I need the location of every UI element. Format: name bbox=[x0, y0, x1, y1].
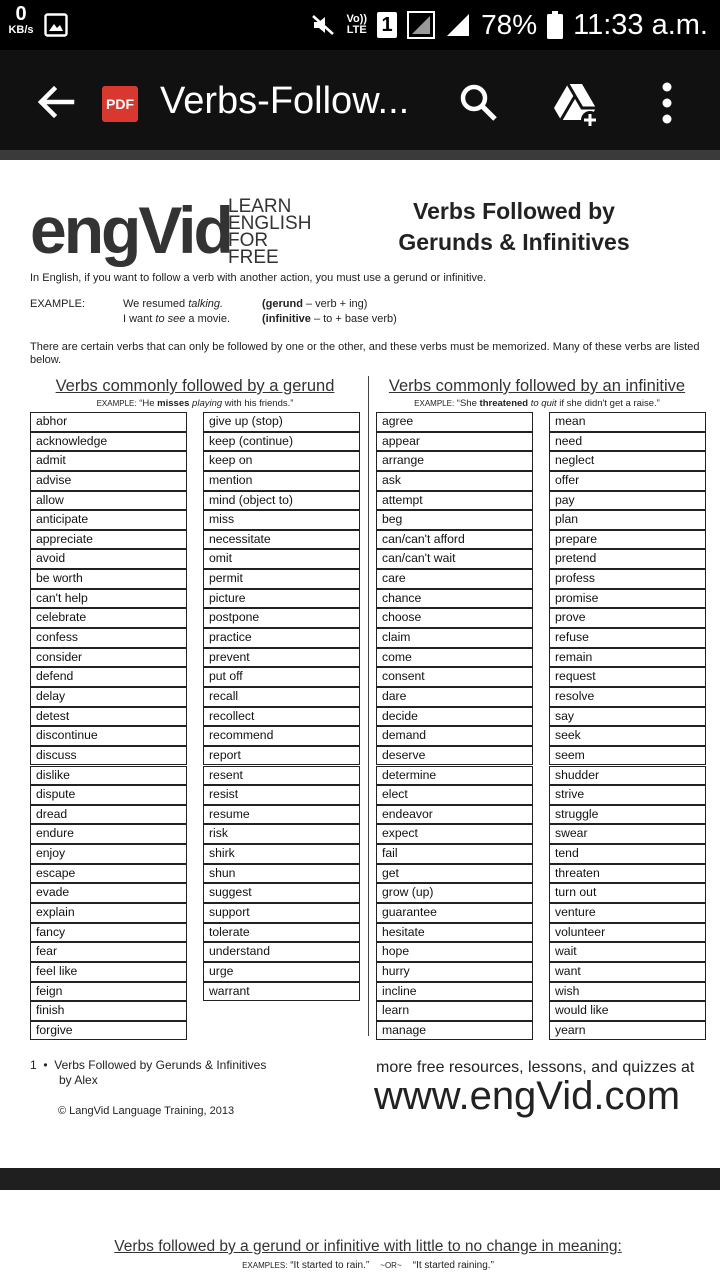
verb-cell: feel like bbox=[30, 962, 187, 982]
verb-cell: arrange bbox=[376, 451, 533, 471]
verb-cell: avoid bbox=[30, 549, 187, 569]
verb-cell: understand bbox=[203, 942, 360, 962]
verb-cell: chance bbox=[376, 589, 533, 609]
verb-cell: care bbox=[376, 569, 533, 589]
verb-cell: agree bbox=[376, 412, 533, 432]
verb-cell: would like bbox=[549, 1001, 706, 1021]
verb-cell: want bbox=[549, 962, 706, 982]
verb-cell: plan bbox=[549, 510, 706, 530]
battery-percent: 78% bbox=[481, 9, 538, 40]
verb-cell: guarantee bbox=[376, 903, 533, 923]
verb-cell: grow (up) bbox=[376, 883, 533, 903]
verb-cell: recollect bbox=[203, 707, 360, 727]
verb-cell: acknowledge bbox=[30, 432, 187, 452]
verb-cell: tolerate bbox=[203, 923, 360, 943]
verb-cell: endeavor bbox=[376, 805, 533, 825]
verb-cell: beg bbox=[376, 510, 533, 530]
verb-cell: evade bbox=[30, 883, 187, 903]
verb-cell: be worth bbox=[30, 569, 187, 589]
footer-doc-title: Verbs Followed by Gerunds & Infinitives bbox=[54, 1058, 267, 1072]
verb-cell: prepare bbox=[549, 530, 706, 550]
verb-cell: give up (stop) bbox=[203, 412, 360, 432]
verb-cell: turn out bbox=[549, 883, 706, 903]
verb-cell: support bbox=[203, 903, 360, 923]
verb-cell: delay bbox=[30, 687, 187, 707]
verb-cell: put off bbox=[203, 667, 360, 687]
verb-cell: refuse bbox=[549, 628, 706, 648]
verb-cell: advise bbox=[30, 471, 187, 491]
verb-cell: ask bbox=[376, 471, 533, 491]
verb-cell: defend bbox=[30, 667, 187, 687]
verb-cell: abhor bbox=[30, 412, 187, 432]
verb-cell: detest bbox=[30, 707, 187, 727]
intro-text: In English, if you want to follow a verb with another action, you must use a gerund or infinitive. bbox=[30, 272, 487, 284]
verb-cell: struggle bbox=[549, 805, 706, 825]
verb-cell: fear bbox=[30, 942, 187, 962]
verb-cell: resolve bbox=[549, 687, 706, 707]
verb-cell: fail bbox=[376, 844, 533, 864]
gerund-rule: (gerund – verb + ing) bbox=[262, 298, 368, 310]
mute-icon bbox=[310, 12, 336, 38]
verb-cell: mean bbox=[549, 412, 706, 432]
verb-cell: neglect bbox=[549, 451, 706, 471]
verb-cell: necessitate bbox=[203, 530, 360, 550]
gerund-example: EXAMPLE: “He misses playing with his friends.” bbox=[96, 398, 294, 409]
example-sentence-2: I want to see a movie. bbox=[123, 313, 231, 325]
memorize-note: There are certain verbs that can only be followed by one or the other, and these verbs must be memorized. Many of these verbs are listed below. bbox=[30, 341, 700, 366]
clock: 11:33 a.m. bbox=[573, 8, 708, 41]
app-bar bbox=[0, 50, 720, 150]
verb-cell: hope bbox=[376, 942, 533, 962]
verb-cell: recall bbox=[203, 687, 360, 707]
verb-cell: venture bbox=[549, 903, 706, 923]
verb-cell: threaten bbox=[549, 864, 706, 884]
verb-cell: omit bbox=[203, 549, 360, 569]
footer-website-link[interactable]: www.engVid.com bbox=[374, 1074, 681, 1118]
verb-cell: shun bbox=[203, 864, 360, 884]
verb-cell: decide bbox=[376, 707, 533, 727]
verb-cell: appear bbox=[376, 432, 533, 452]
verb-cell: wait bbox=[549, 942, 706, 962]
verb-cell: get bbox=[376, 864, 533, 884]
verb-cell: learn bbox=[376, 1001, 533, 1021]
verb-cell: attempt bbox=[376, 491, 533, 511]
footer-more-resources: more free resources, lessons, and quizzes at bbox=[376, 1059, 695, 1076]
verb-cell: miss bbox=[203, 510, 360, 530]
sim-indicator: 1 bbox=[377, 12, 397, 38]
verb-cell: suggest bbox=[203, 883, 360, 903]
verb-cell: forgive bbox=[30, 1021, 187, 1041]
verb-cell: keep (continue) bbox=[203, 432, 360, 452]
lte-label: LTE bbox=[346, 24, 367, 36]
verb-cell: hurry bbox=[376, 962, 533, 982]
verb-cell: warrant bbox=[203, 982, 360, 1002]
pdf-page-1 bbox=[0, 160, 720, 1168]
verb-cell: escape bbox=[30, 864, 187, 884]
example-sentence-1: We resumed talking. bbox=[123, 298, 224, 310]
infinitive-verbs-column-1 bbox=[376, 412, 533, 1041]
verb-cell: incline bbox=[376, 982, 533, 1002]
page2-heading: Verbs followed by a gerund or infinitive with little to no change in meaning: bbox=[114, 1238, 622, 1255]
verb-cell: claim bbox=[376, 628, 533, 648]
verb-cell: appreciate bbox=[30, 530, 187, 550]
verb-cell: celebrate bbox=[30, 608, 187, 628]
verb-cell: pretend bbox=[549, 549, 706, 569]
verb-cell: mind (object to) bbox=[203, 491, 360, 511]
verb-cell: wish bbox=[549, 982, 706, 1002]
verb-cell: shudder bbox=[549, 766, 706, 786]
example-label: EXAMPLE: bbox=[30, 298, 86, 310]
verb-cell: permit bbox=[203, 569, 360, 589]
verb-cell: discontinue bbox=[30, 726, 187, 746]
verb-cell: prove bbox=[549, 608, 706, 628]
signal-sim2-icon bbox=[445, 12, 471, 38]
verb-cell: feign bbox=[30, 982, 187, 1002]
verb-cell: enjoy bbox=[30, 844, 187, 864]
pdf-file-icon: PDF bbox=[102, 86, 138, 122]
verb-cell: swear bbox=[549, 824, 706, 844]
verb-cell: profess bbox=[549, 569, 706, 589]
verb-cell: manage bbox=[376, 1021, 533, 1041]
infinitive-verbs-column-2 bbox=[549, 412, 706, 1041]
verb-cell: explain bbox=[30, 903, 187, 923]
verb-cell: dare bbox=[376, 687, 533, 707]
volte-label: Vo)) bbox=[346, 13, 368, 25]
verb-cell: recommend bbox=[203, 726, 360, 746]
verb-cell: practice bbox=[203, 628, 360, 648]
infinitive-heading: Verbs commonly followed by an infinitive bbox=[388, 377, 686, 395]
verb-cell: request bbox=[549, 667, 706, 687]
verb-cell: keep on bbox=[203, 451, 360, 471]
page-gap bbox=[0, 150, 720, 160]
verb-cell: say bbox=[549, 707, 706, 727]
verb-cell: postpone bbox=[203, 608, 360, 628]
verb-cell: consent bbox=[376, 667, 533, 687]
logo-tag-line: LEARN bbox=[228, 196, 292, 217]
verb-cell: resent bbox=[203, 766, 360, 786]
verb-cell: strive bbox=[549, 785, 706, 805]
page-gap bbox=[0, 1168, 720, 1190]
page-number: 1 bbox=[30, 1058, 37, 1072]
verb-cell: demand bbox=[376, 726, 533, 746]
verb-cell: deserve bbox=[376, 746, 533, 766]
logo-tag-line: FOR FREE bbox=[228, 230, 279, 268]
search-icon[interactable] bbox=[458, 82, 500, 124]
verb-cell: anticipate bbox=[30, 510, 187, 530]
footer-bullet: • bbox=[43, 1058, 48, 1072]
page2-examples: EXAMPLES: “It started to rain.” ~OR~ “It started raining.” bbox=[242, 1260, 494, 1271]
battery-icon bbox=[547, 11, 563, 39]
more-options-icon[interactable] bbox=[652, 80, 682, 126]
verb-cell: endure bbox=[30, 824, 187, 844]
verb-cell: dislike bbox=[30, 766, 187, 786]
verb-cell: picture bbox=[203, 589, 360, 609]
verb-cell: need bbox=[549, 432, 706, 452]
verb-cell: resume bbox=[203, 805, 360, 825]
signal-sim1-icon bbox=[407, 11, 435, 39]
title-line: Gerunds & Infinitives bbox=[398, 229, 630, 255]
verb-cell: consider bbox=[30, 648, 187, 668]
verb-cell: volunteer bbox=[549, 923, 706, 943]
verb-cell: determine bbox=[376, 766, 533, 786]
verb-cell: promise bbox=[549, 589, 706, 609]
infinitive-rule: (infinitive – to + base verb) bbox=[262, 313, 397, 325]
verb-cell: risk bbox=[203, 824, 360, 844]
verb-cell: yearn bbox=[549, 1021, 706, 1041]
verb-cell: admit bbox=[30, 451, 187, 471]
verb-cell: offer bbox=[549, 471, 706, 491]
verb-cell: can/can't wait bbox=[376, 549, 533, 569]
verb-cell: dread bbox=[30, 805, 187, 825]
logo-wordmark: engVid bbox=[30, 193, 231, 267]
data-rate-value: 0 bbox=[15, 3, 27, 25]
verb-cell: allow bbox=[30, 491, 187, 511]
gerund-heading: Verbs commonly followed by a gerund bbox=[55, 377, 335, 395]
verb-cell: expect bbox=[376, 824, 533, 844]
verb-cell: seem bbox=[549, 746, 706, 766]
verb-cell: confess bbox=[30, 628, 187, 648]
infinitive-example: EXAMPLE: “She threatened to quit if she didn't get a raise.” bbox=[414, 398, 660, 409]
footer-author: by Alex bbox=[59, 1073, 98, 1087]
back-arrow-icon[interactable] bbox=[34, 80, 78, 124]
title-line: Verbs Followed by bbox=[413, 198, 615, 224]
verb-cell: remain bbox=[549, 648, 706, 668]
verb-cell: discuss bbox=[30, 746, 187, 766]
logo-tagline bbox=[228, 198, 311, 266]
volte-indicator bbox=[346, 14, 367, 36]
verb-cell: elect bbox=[376, 785, 533, 805]
footer-page-info bbox=[30, 1058, 266, 1088]
verb-cell: choose bbox=[376, 608, 533, 628]
verb-cell: urge bbox=[203, 962, 360, 982]
status-bar bbox=[0, 0, 720, 50]
add-to-drive-icon[interactable] bbox=[552, 80, 600, 128]
verb-cell: finish bbox=[30, 1001, 187, 1021]
verb-cell: hesitate bbox=[376, 923, 533, 943]
data-rate-indicator bbox=[6, 4, 36, 36]
verb-cell: report bbox=[203, 746, 360, 766]
document-title: Verbs-Follow... bbox=[160, 80, 410, 122]
gerund-verbs-column-2 bbox=[203, 412, 360, 1001]
verb-cell: fancy bbox=[30, 923, 187, 943]
verb-cell: can't help bbox=[30, 589, 187, 609]
verb-cell: prevent bbox=[203, 648, 360, 668]
verb-cell: pay bbox=[549, 491, 706, 511]
logo-tag-line: ENGLISH bbox=[228, 213, 312, 234]
verb-cell: can/can't afford bbox=[376, 530, 533, 550]
page-title bbox=[385, 196, 643, 258]
pdf-page-2 bbox=[0, 1190, 720, 1280]
verb-cell: dispute bbox=[30, 785, 187, 805]
column-divider bbox=[368, 376, 369, 1036]
verb-cell: mention bbox=[203, 471, 360, 491]
verb-cell: come bbox=[376, 648, 533, 668]
copyright: © LangVid Language Training, 2013 bbox=[58, 1105, 235, 1117]
verb-cell: tend bbox=[549, 844, 706, 864]
verb-cell: shirk bbox=[203, 844, 360, 864]
verb-cell: resist bbox=[203, 785, 360, 805]
verb-cell: seek bbox=[549, 726, 706, 746]
gerund-verbs-column-1 bbox=[30, 412, 187, 1041]
gallery-icon bbox=[44, 13, 68, 37]
data-rate-unit: KB/s bbox=[8, 24, 34, 36]
